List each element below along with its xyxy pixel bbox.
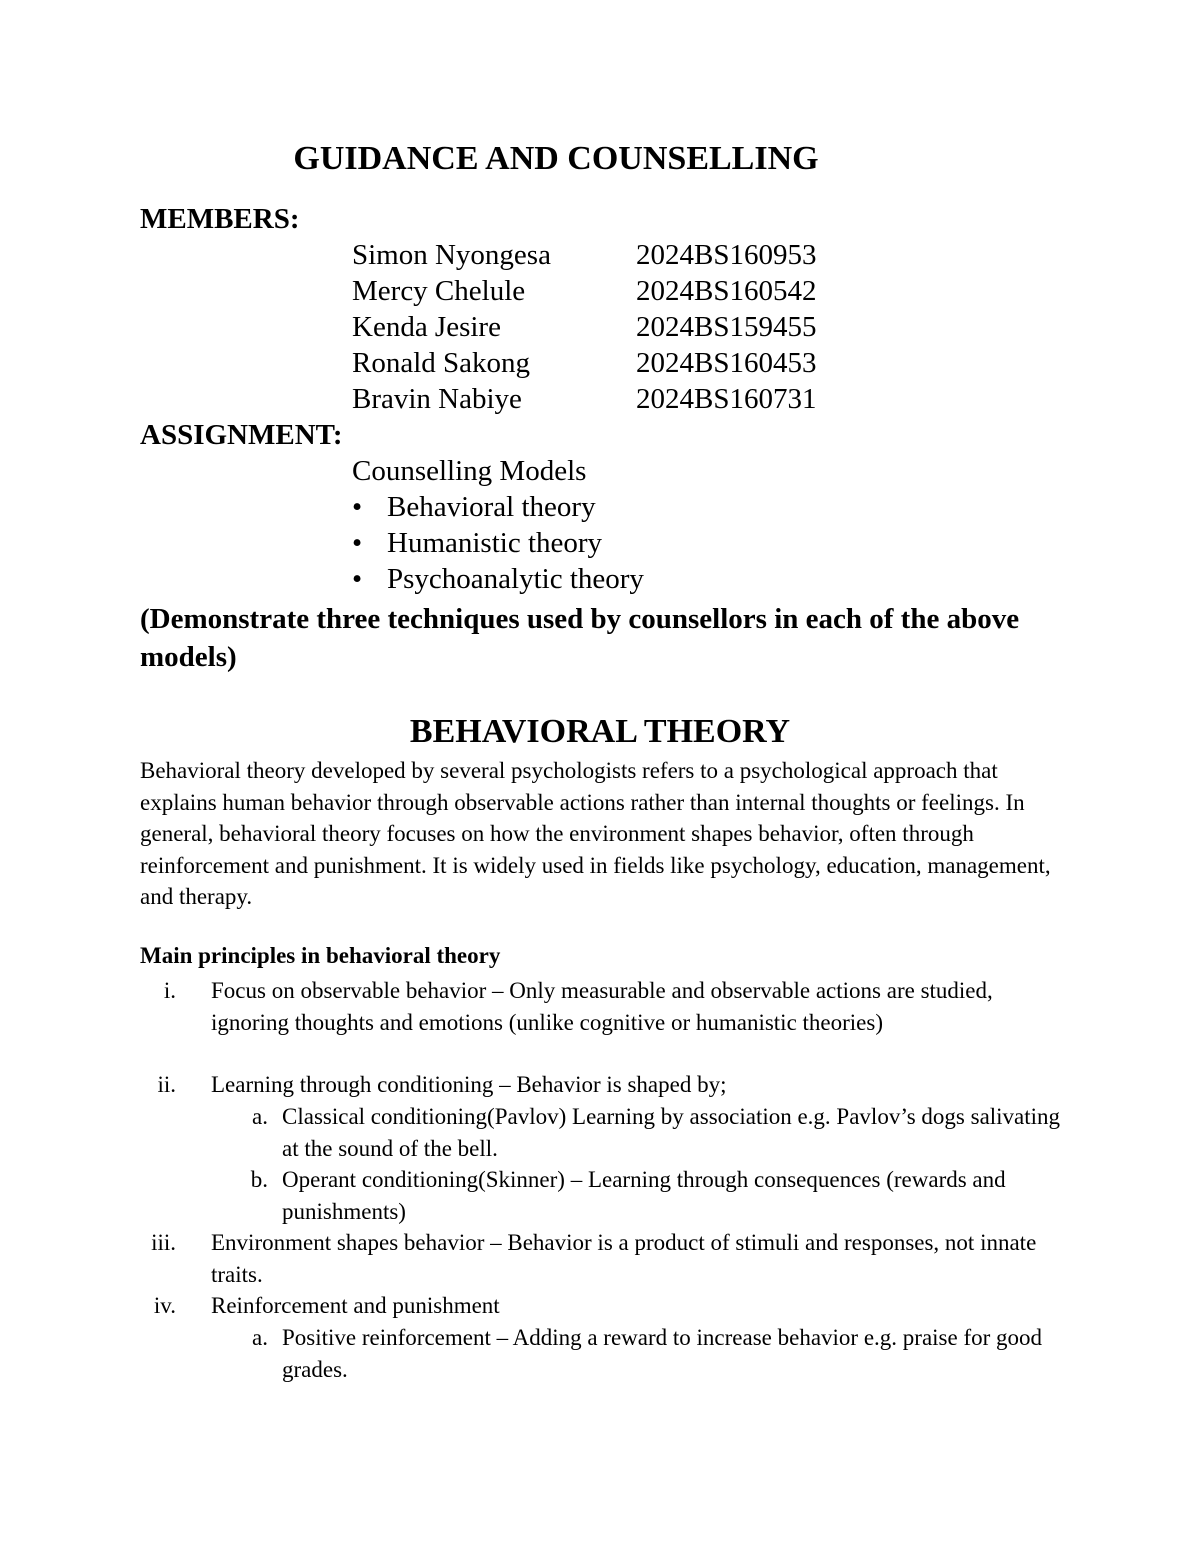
list-number: iii. bbox=[151, 1230, 176, 1255]
model-list-item bbox=[352, 563, 644, 596]
model-label: Humanistic theory bbox=[387, 527, 603, 559]
member-id: 2024BS160953 bbox=[636, 239, 817, 271]
member-id: 2024BS160453 bbox=[636, 347, 817, 379]
members-label: MEMBERS: bbox=[140, 203, 300, 235]
list-letter: a. bbox=[252, 1104, 268, 1129]
list-number: iv. bbox=[153, 1293, 176, 1318]
member-id: 2024BS160542 bbox=[636, 275, 817, 307]
model-list-item bbox=[352, 527, 602, 560]
bullet-icon: • bbox=[352, 491, 363, 523]
bullet-icon: • bbox=[352, 527, 363, 559]
assignment-title: Counselling Models bbox=[352, 455, 587, 487]
principle-text: Learning through conditioning – Behavior is shaped by; bbox=[211, 1072, 727, 1097]
principles-heading: Main principles in behavioral theory bbox=[140, 943, 501, 968]
list-letter: a. bbox=[252, 1325, 268, 1350]
bullet-icon: • bbox=[352, 563, 363, 595]
list-number: ii. bbox=[157, 1072, 176, 1097]
principle-subitem-text: Operant conditioning(Skinner) – Learning through consequences (rewards and punishments) bbox=[282, 1167, 1006, 1224]
member-name: Kenda Jesire bbox=[352, 311, 501, 343]
instruction-text: (Demonstrate three techniques used by counsellors in each of the above models) bbox=[140, 603, 1020, 673]
member-name: Ronald Sakong bbox=[352, 347, 531, 379]
model-label: Behavioral theory bbox=[387, 491, 596, 523]
list-number: i. bbox=[163, 978, 176, 1003]
model-list-item bbox=[352, 491, 596, 524]
principle-text: Focus on observable behavior – Only measurable and observable actions are studied, ignoring thoughts and emotions (unlike cognitive or humanistic theories) bbox=[211, 978, 993, 1035]
member-name: Simon Nyongesa bbox=[352, 239, 551, 271]
member-id: 2024BS160731 bbox=[636, 383, 817, 415]
member-name: Mercy Chelule bbox=[352, 275, 526, 307]
principle-subitem-text: Positive reinforcement – Adding a reward to increase behavior e.g. praise for good grades. bbox=[282, 1325, 1043, 1382]
assignment-label: ASSIGNMENT: bbox=[140, 419, 343, 451]
intro-paragraph: Behavioral theory developed by several psychologists refers to a psychological approach that explains human behavior through observable actions rather than internal thoughts or feelings. In general, behavioral theory focuses on how the environment shapes behavior, often through reinforcement and punishment. It is widely used in fields like psychology, education, management, and therapy. bbox=[140, 758, 1051, 909]
list-letter: b. bbox=[250, 1167, 268, 1192]
member-id: 2024BS159455 bbox=[636, 311, 817, 343]
principle-subitem-text: Classical conditioning(Pavlov) Learning by association e.g. Pavlov’s dogs salivating at the sound of the bell. bbox=[282, 1104, 1061, 1161]
model-label: Psychoanalytic theory bbox=[387, 563, 644, 595]
document-title: GUIDANCE AND COUNSELLING bbox=[293, 140, 819, 177]
principle-text: Environment shapes behavior – Behavior is a product of stimuli and responses, not innate traits. bbox=[211, 1230, 1037, 1287]
member-name: Bravin Nabiye bbox=[352, 383, 522, 415]
principle-text: Reinforcement and punishment bbox=[211, 1293, 500, 1318]
section-title: BEHAVIORAL THEORY bbox=[409, 713, 791, 750]
